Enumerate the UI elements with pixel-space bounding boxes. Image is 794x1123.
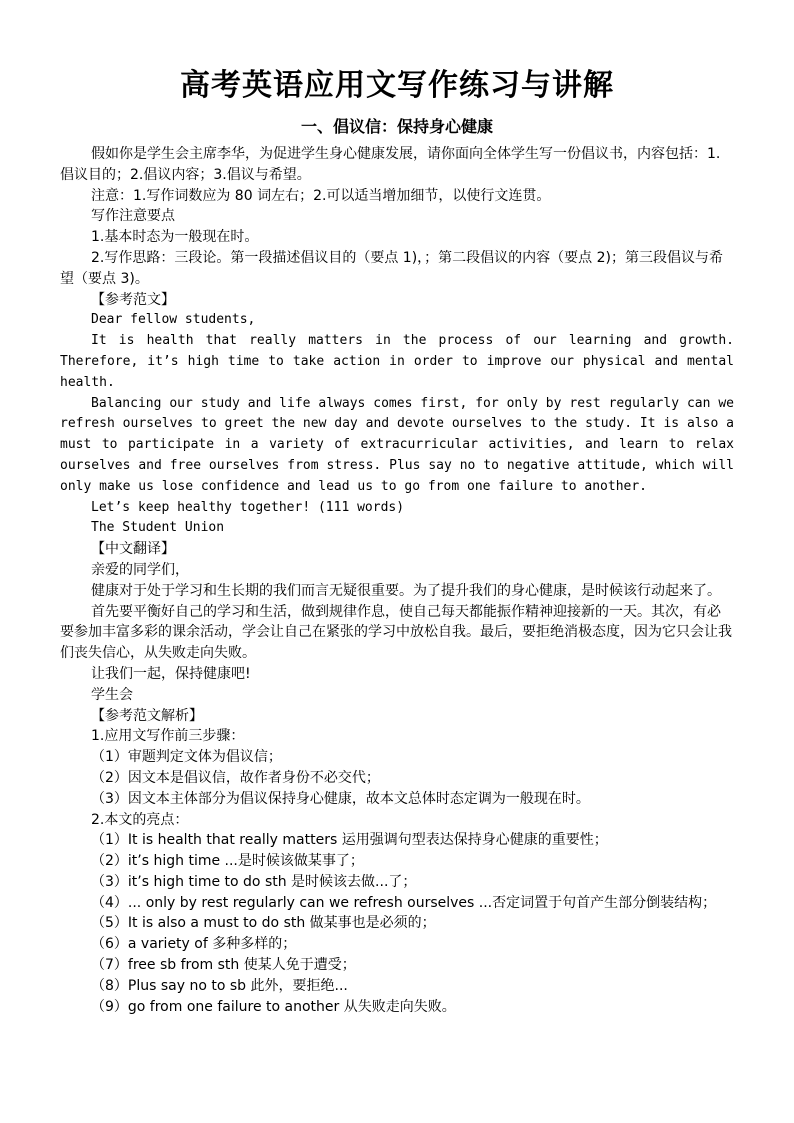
document-body (60, 144, 734, 1017)
essay-signature: The Student Union (91, 520, 225, 536)
essay-closing: Let’s keep healthy together! (111 words) (91, 499, 405, 515)
highlight-item: （1）It is health that really matters 运用强调句型表达保持身心健康的重要性； (91, 832, 608, 849)
translation-paragraph: 健康对于处于学习和生长期的我们而言无疑很重要。为了提升我们的身心健康，是时候该行动起来了。 (91, 582, 721, 599)
section-title: 一、倡议信：保持身心健康 (300, 117, 493, 136)
analysis-heading: 【参考范文解析】 (91, 707, 203, 724)
translation-paragraph: 首先要平衡好自己的学习和生活，做到规律作息，使自己每天都能振作精神迎接新的一天。其次，有必要参加丰富多彩的课余活动，学会让自己在紧张的学习中放松自我。最后，要拒绝消极态度，因为它只会让我们丧失信心，从失败走向失败。 (60, 603, 732, 662)
sample-heading: 【参考范文】 (91, 291, 175, 308)
step-item: （3）因文本主体部分为倡议保持身心健康，故本文总体时态定调为一般现在时。 (91, 790, 590, 807)
highlight-item: （3）it’s high time to do sth 是时候该去做...了； (91, 873, 417, 890)
tip-item: 2.写作思路：三段论。第一段描述倡议目的（要点 1)，；第二段倡议的内容（要点 2)；第三段倡议与希望（要点 3)。 (60, 249, 723, 287)
translation-closing: 让我们一起，保持健康吧! (91, 665, 251, 682)
step-item: （2）因文本是倡议信，故作者身份不必交代； (91, 769, 380, 786)
essay-paragraph: Balancing our study and life always comes first, for only by rest regularly can we refresh ourselves to greet the new day and devote ourselves to the study. It is also a must to participate in a variety of extracurricular activities, and learn to relax ourselves and free ourselves from stress. Plus say no to negative attitude, which will only make us lose confidence and lead us to go from one failure to another. (60, 395, 734, 494)
highlight-item: （8）Plus say no to sb 此外，要拒绝... (91, 977, 348, 994)
tip-item: 1.基本时态为一般现在时。 (91, 229, 259, 246)
translation-heading: 【中文翻译】 (91, 541, 175, 558)
highlight-item: （5）It is also a must to do sth 做某事也是必须的； (91, 915, 436, 932)
essay-salutation: Dear fellow students, (91, 312, 256, 328)
tips-heading: 写作注意要点 (91, 208, 175, 225)
highlight-item: （2）it’s high time ...是时候该做某事了； (91, 853, 364, 870)
highlight-item: （6）a variety of 多种多样的； (91, 936, 297, 953)
highlight-item: （7）free sb from sth 使某人免于遭受； (91, 957, 356, 974)
translation-signature: 学生会 (91, 686, 133, 703)
highlight-item: （9）go from one failure to another 从失败走向失败。 (91, 998, 456, 1015)
steps-heading: 1.应用文写作前三步骤： (91, 728, 245, 745)
task-prompt: 假如你是学生会主席李华，为促进学生身心健康发展，请你面向全体学生写一份倡议书，内容包括：1.倡议目的；2.倡议内容；3.倡议与希望。 (60, 146, 721, 183)
document-title: 高考英语应用文写作练习与讲解 (180, 68, 614, 103)
translation-salutation: 亲爱的同学们， (91, 561, 189, 578)
step-item: （1）审题判定文体为倡议信； (91, 749, 282, 766)
essay-paragraph: It is health that really matters in the process of our learning and growth. Therefore, it’s high time to take action in order to improve our physical and mental health. (60, 333, 734, 390)
task-note: 注意：1.写作词数应为 80 词左右；2.可以适当增加细节，以使行文连贯。 (91, 187, 551, 204)
highlight-item: （4）... only by rest regularly can we refresh ourselves ...否定词置于句首产生部分倒装结构； (91, 894, 717, 911)
highlights-heading: 2.本文的亮点： (91, 811, 189, 828)
